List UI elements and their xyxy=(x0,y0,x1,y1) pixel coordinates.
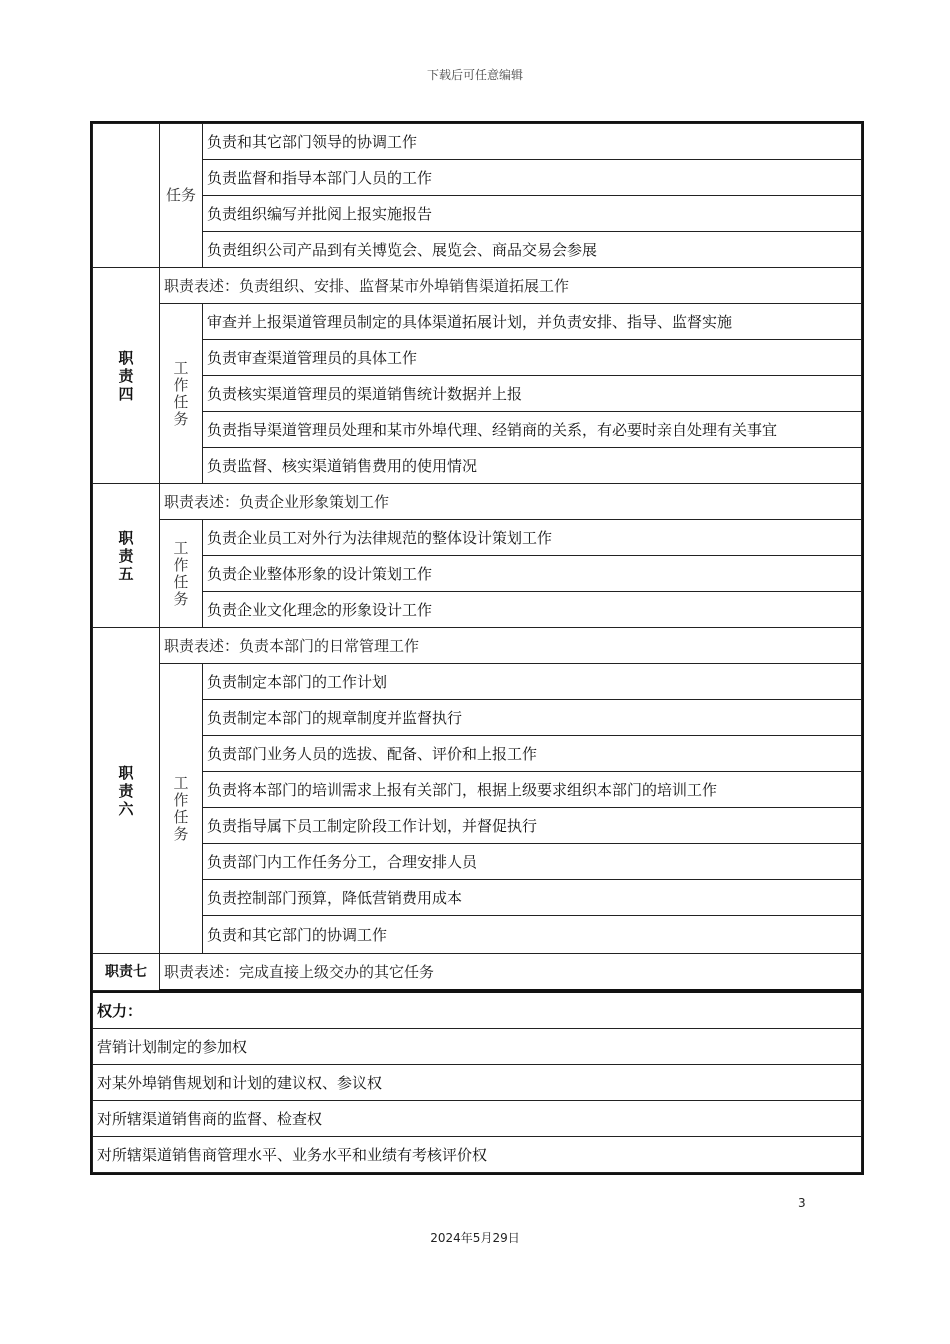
task-item: 负责制定本部门的工作计划 xyxy=(203,664,862,700)
task-item: 审查并上报渠道管理员制定的具体渠道拓展计划，并负责安排、指导、监督实施 xyxy=(203,304,862,340)
task-item: 负责指导渠道管理员处理和某市外埠代理、经销商的关系，有必要时亲自处理有关事宜 xyxy=(203,412,862,448)
page-number: 3 xyxy=(798,1196,806,1210)
task-item: 负责企业整体形象的设计策划工作 xyxy=(203,556,862,592)
table-row xyxy=(93,160,862,196)
duty-title: 职责五 xyxy=(93,484,160,628)
power-item: 对所辖渠道销售商管理水平、业务水平和业绩有考核评价权 xyxy=(93,1137,862,1173)
table-row xyxy=(93,484,862,520)
table-row xyxy=(93,880,862,916)
table-row xyxy=(93,304,862,340)
work-task-label: 工作任务 xyxy=(160,520,203,628)
task-label: 任务 xyxy=(160,124,203,268)
task-item: 负责审查渠道管理员的具体工作 xyxy=(203,340,862,376)
table-row xyxy=(93,340,862,376)
footer-date: 2024年5月29日 xyxy=(430,1231,520,1245)
task-item: 负责组织公司产品到有关博览会、展览会、商品交易会参展 xyxy=(203,232,862,268)
table-row xyxy=(93,844,862,880)
table-row xyxy=(93,1029,862,1065)
table-row xyxy=(93,916,862,954)
table-row xyxy=(93,808,862,844)
task-item: 负责组织编写并批阅上报实施报告 xyxy=(203,196,862,232)
table-row xyxy=(93,268,862,304)
table-row xyxy=(93,376,862,412)
duty-statement: 职责表述：负责本部门的日常管理工作 xyxy=(160,628,862,664)
power-item: 对所辖渠道销售商的监督、检查权 xyxy=(93,1101,862,1137)
duty-label-empty xyxy=(93,124,160,268)
work-task-label: 工作任务 xyxy=(160,664,203,954)
table-row xyxy=(93,196,862,232)
table-row xyxy=(93,1065,862,1101)
duty-statement: 职责表述：负责企业形象策划工作 xyxy=(160,484,862,520)
table-row xyxy=(93,736,862,772)
table-row xyxy=(93,232,862,268)
power-item: 营销计划制定的参加权 xyxy=(93,1029,862,1065)
task-item: 负责指导属下员工制定阶段工作计划，并督促执行 xyxy=(203,808,862,844)
task-item: 负责控制部门预算，降低营销费用成本 xyxy=(203,880,862,916)
task-item: 负责和其它部门领导的协调工作 xyxy=(203,124,862,160)
work-task-label: 工作任务 xyxy=(160,304,203,484)
duty-title: 职责四 xyxy=(93,268,160,484)
page-header: 下载后可任意编辑 xyxy=(426,68,523,82)
duties-table xyxy=(90,121,864,1175)
task-item: 负责部门业务人员的选拔、配备、评价和上报工作 xyxy=(203,736,862,772)
duty-statement: 职责表述：完成直接上级交办的其它任务 xyxy=(160,954,862,991)
table-row xyxy=(93,556,862,592)
table-row xyxy=(93,992,862,1029)
task-item: 负责企业文化理念的形象设计工作 xyxy=(203,592,862,628)
task-item: 负责和其它部门的协调工作 xyxy=(203,916,862,954)
task-item: 负责部门内工作任务分工，合理安排人员 xyxy=(203,844,862,880)
powers-title: 权力： xyxy=(93,992,862,1029)
duty-title: 职责七 xyxy=(93,954,160,991)
table-row xyxy=(93,520,862,556)
table-row xyxy=(93,124,862,160)
powers-table xyxy=(92,991,862,1173)
task-item: 负责监督和指导本部门人员的工作 xyxy=(203,160,862,196)
table-row xyxy=(93,1137,862,1173)
table-row xyxy=(93,772,862,808)
task-item: 负责企业员工对外行为法律规范的整体设计策划工作 xyxy=(203,520,862,556)
task-item: 负责核实渠道管理员的渠道销售统计数据并上报 xyxy=(203,376,862,412)
table-row xyxy=(93,1101,862,1137)
table-row xyxy=(93,664,862,700)
table-row xyxy=(93,628,862,664)
table-row xyxy=(93,700,862,736)
table-row xyxy=(93,412,862,448)
table-row xyxy=(93,954,862,991)
task-item: 负责监督、核实渠道销售费用的使用情况 xyxy=(203,448,862,484)
table-row xyxy=(93,592,862,628)
duty-title: 职责六 xyxy=(93,628,160,954)
task-item: 负责将本部门的培训需求上报有关部门，根据上级要求组织本部门的培训工作 xyxy=(203,772,862,808)
task-item: 负责制定本部门的规章制度并监督执行 xyxy=(203,700,862,736)
power-item: 对某外埠销售规划和计划的建议权、参议权 xyxy=(93,1065,862,1101)
duty-statement: 职责表述：负责组织、安排、监督某市外埠销售渠道拓展工作 xyxy=(160,268,862,304)
table-row xyxy=(93,448,862,484)
